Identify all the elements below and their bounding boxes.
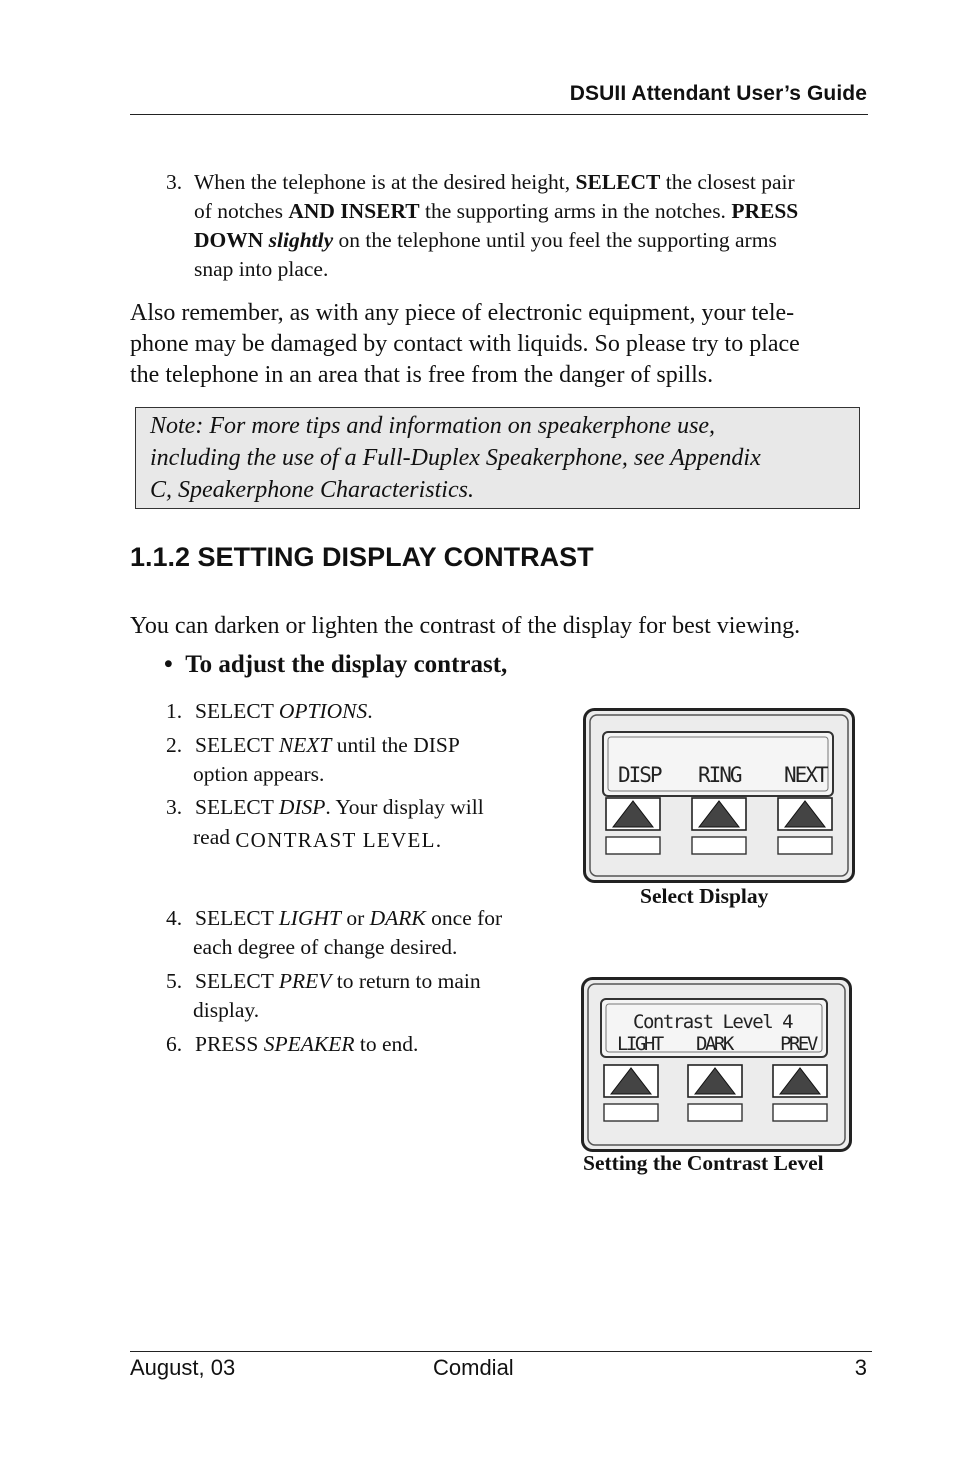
intro-step-line-3: DOWN slightly on the telephone until you feel the supporting arms [194, 228, 777, 252]
step-2-line-2: option appears. [193, 762, 325, 786]
softkey-button-2 [688, 1065, 742, 1121]
softkey-label-2: DARK [696, 1033, 732, 1055]
footer-rule [130, 1351, 872, 1352]
contrast-level-figure [581, 977, 853, 1153]
step-1-line-1: SELECT OPTIONS. [195, 699, 373, 723]
select-display-figure [583, 708, 855, 884]
step-3-line-1: SELECT DISP. Your display will [195, 795, 484, 819]
section-heading: 1.1.2 SETTING DISPLAY CONTRAST [130, 542, 594, 572]
softkey-label-3: NEXT [784, 763, 827, 787]
step-4-number: 4. [166, 906, 183, 930]
step-5-number: 5. [166, 969, 183, 993]
step-4-line-1: SELECT LIGHT or DARK once for [195, 906, 503, 930]
step-4-line-2: each degree of change desired. [193, 935, 458, 959]
contrast-intro-paragraph: You can darken or lighten the contrast of the display for best viewing. [130, 613, 801, 639]
select-display-caption: Select Display [640, 884, 769, 908]
softkey-button-1 [604, 1065, 658, 1121]
step-2-line-1: SELECT NEXT until the DISP [195, 733, 460, 757]
intro-step-line-1: When the telephone is at the desired height, SELECT the closest pair [194, 170, 795, 194]
footer-date: August, 03 [130, 1355, 236, 1380]
page-header-title: DSUII Attendant User’s Guide [569, 82, 867, 105]
note-line-3: C, Speakerphone Characteristics. [150, 477, 474, 503]
paragraph-line-2: phone may be damaged by contact with liquids. So please try to place [130, 331, 800, 357]
paragraph-line-3: the telephone in an area that is free from the danger of spills. [130, 362, 714, 388]
step-5-line-2: display. [193, 998, 260, 1022]
softkey-label-2: RING [698, 763, 741, 787]
contrast-level-caption: Setting the Contrast Level [583, 1151, 824, 1175]
softkey-button-3 [778, 798, 832, 854]
softkey-label-1: LIGHT [617, 1033, 662, 1055]
softkey-button-3 [773, 1065, 827, 1121]
softkey-button-2 [692, 798, 746, 854]
step-5-line-1: SELECT PREV to return to main [195, 969, 481, 993]
intro-step-number: 3. [166, 170, 183, 194]
softkey-label-3: PREV [780, 1033, 816, 1055]
step-3-number: 3. [166, 795, 183, 819]
footer-company: Comdial [433, 1355, 514, 1380]
step-6-line-1: PRESS SPEAKER to end. [195, 1032, 419, 1056]
step-1-number: 1. [166, 699, 183, 723]
procedure-heading: • To adjust the display contrast, [164, 651, 508, 678]
note-line-1: Note: For more tips and information on speakerphone use, [150, 413, 716, 439]
header-rule [130, 114, 868, 115]
step-2-number: 2. [166, 733, 183, 757]
softkey-button-1 [606, 798, 660, 854]
intro-step-line-2: of notches AND INSERT the supporting arms in the notches. PRESS [194, 199, 799, 223]
step-6-number: 6. [166, 1032, 183, 1056]
intro-step-line-4: snap into place. [194, 257, 329, 281]
page-number: 3 [854, 1355, 867, 1380]
paragraph-line-1: Also remember, as with any piece of electronic equipment, your tele- [130, 300, 795, 326]
note-line-2: including the use of a Full-Duplex Speakerphone, see Appendix [150, 445, 761, 471]
softkey-label-1: DISP [618, 763, 661, 787]
lcd-contrast-line: Contrast Level 4 [633, 1011, 793, 1033]
step-3-line-2: read CONTRAST LEVEL. [193, 825, 442, 852]
